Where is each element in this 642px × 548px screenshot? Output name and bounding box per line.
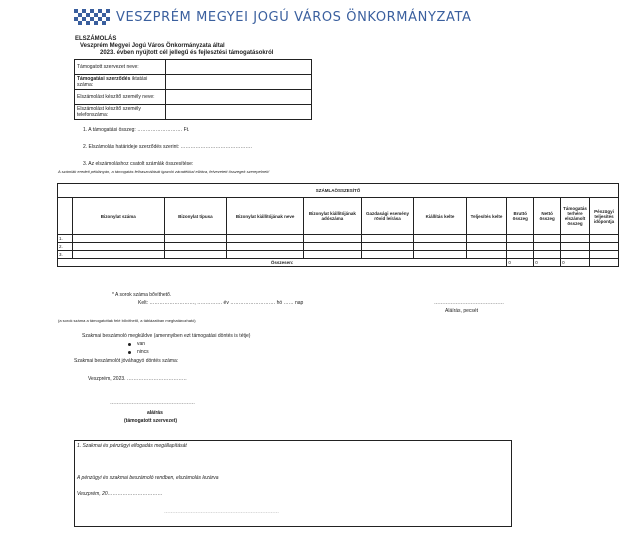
total-label: Összesen:: [58, 259, 507, 267]
col-header: Bizonylat száma: [72, 198, 164, 235]
col-header: Bizonylat kiállítójának neve: [227, 198, 304, 235]
info-table: [74, 59, 312, 120]
option-yes[interactable]: van: [137, 341, 146, 347]
small-note-2: (a sorok száma a támogatottak felé bővíthető, a táblázatban meghatározható): [58, 318, 196, 323]
row-number: 1.: [58, 235, 73, 243]
sign-org: (támogatott szervezet): [124, 418, 178, 424]
preparer-name-field[interactable]: [166, 90, 312, 105]
col-header: Pénzügyi teljesítés időpontja: [590, 198, 619, 235]
table-row: [58, 251, 619, 259]
row-number: 2.: [58, 243, 73, 251]
col-header: [58, 198, 73, 235]
info-label: Támogatási szerződés iktatási száma:: [75, 75, 166, 90]
table-row: [58, 235, 619, 243]
report-question: Szakmai beszámoló megküldve (amennyiben ezt támogatási döntés is tétje): [82, 333, 251, 339]
total-support: 0: [561, 259, 590, 267]
sign-label: aláírás: [147, 410, 163, 416]
bullet-icon: [128, 351, 131, 354]
col-header: Teljesítés kelte: [466, 198, 507, 235]
contract-number-field[interactable]: [166, 75, 312, 90]
info-label: Elszámolást készítő személy neve:: [75, 90, 166, 105]
col-header: Bizonylat kiállítójának adószáma: [304, 198, 362, 235]
item-1: 1. A támogatási összeg: ……………………… Ft.: [83, 127, 190, 133]
org-header: VESZPRÉM MEGYEI JOGÚ VÁROS ÖNKORMÁNYZATA: [116, 10, 472, 25]
col-header: Támogatás terhére elszámolt összeg: [561, 198, 590, 235]
total-row: [58, 259, 619, 267]
sign-dots: ……………………………………………: [110, 400, 195, 406]
col-header: Bruttó összeg: [507, 198, 534, 235]
item-2: 2. Elszámolás határideje szerződés szerint: …………………………………….: [83, 144, 252, 150]
doc-subtitle-2: 2023. évben nyújtott cél jellegű és fejlesztési támogatásokról: [100, 50, 274, 56]
bullet-icon: [128, 343, 131, 346]
preparer-phone-field[interactable]: [166, 105, 312, 120]
footnote: * A sorok száma bővíthető.: [112, 292, 172, 298]
doc-title: ELSZÁMOLÁS: [75, 36, 117, 42]
col-header: Gazdasági esemény rövid leírása: [361, 198, 414, 235]
info-label: Támogatott szervezet neve:: [75, 60, 166, 75]
decision-label: Szakmai beszámolót jóváhagyó döntés száma:: [74, 358, 179, 364]
col-header: Bizonylat típusa: [164, 198, 226, 235]
option-no[interactable]: nincs: [137, 349, 149, 355]
ledger-table: [57, 183, 619, 267]
place-date: Veszprém, 2023. ………………………………: [88, 376, 187, 382]
box-line-2: A pénzügyi és szakmai beszámoló rendben, elszámolás lezárva: [77, 475, 219, 481]
box-line-1: 1. Szakmai és pénzügyi elfogadás megállapítását: [77, 443, 187, 449]
row-number: 3.: [58, 251, 73, 259]
total-net: 0: [534, 259, 561, 267]
table-row: [58, 243, 619, 251]
total-gross: 0: [507, 259, 534, 267]
doc-subtitle-1: Veszprém Megyei Jogú Város Önkormányzata által: [80, 43, 225, 49]
org-name-field[interactable]: [166, 60, 312, 75]
small-note: A számlák eredeti példányán, a támogatás felhasználását igazoló záradékkal ellátva, felvezetett összegek szerepelnek!: [58, 169, 270, 174]
box-line-3: Veszprém, 20……………………………: [77, 491, 163, 497]
date-line: Kelt: ………………………, …………… év ……………………… hó …… nap: [138, 300, 304, 306]
col-header: Nettó összeg: [534, 198, 561, 235]
logo-icon: [74, 9, 110, 25]
signature-label: Aláírás, pecsét: [445, 308, 479, 314]
box-dots: ……………………………………………………………: [164, 509, 279, 515]
col-header: Kiállítás kelte: [414, 198, 466, 235]
ledger-title: SZÁMLAÖSSZESÍTŐ: [58, 184, 619, 198]
signature-dots: ……………………………………: [434, 300, 504, 306]
info-label: Elszámolást készítő személy telefonszáma:: [75, 105, 166, 120]
item-3: 3. Az elszámoláshoz csatolt számlák összesítése:: [83, 161, 194, 167]
approval-box: [74, 440, 512, 527]
